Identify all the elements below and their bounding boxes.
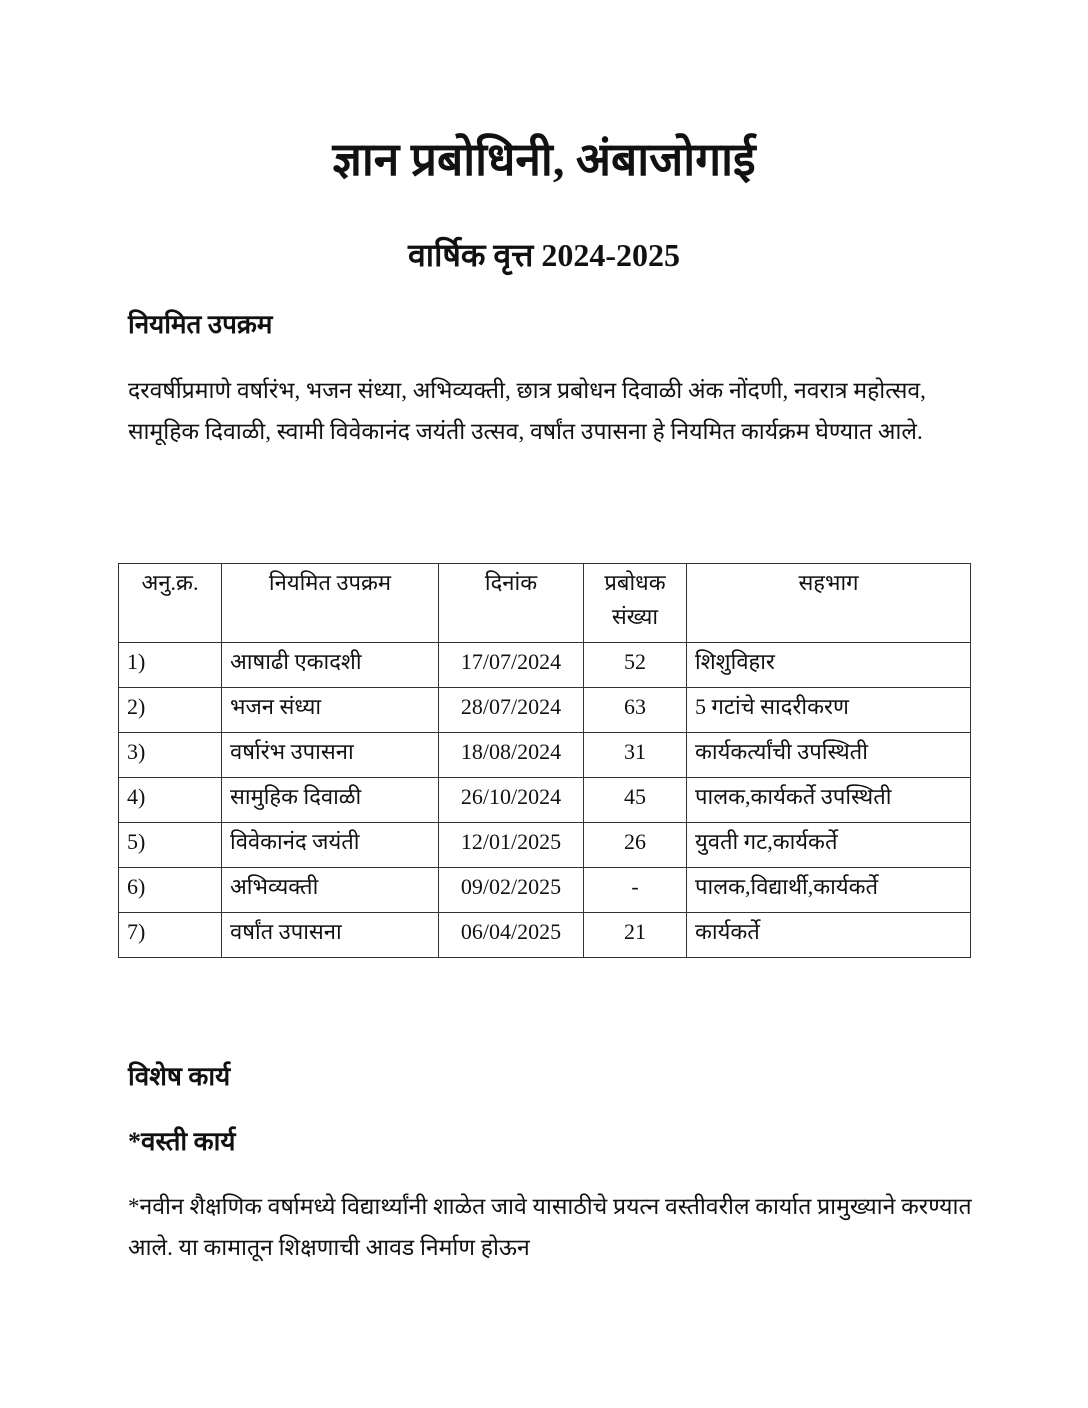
cell-activity: वर्षांत उपासना xyxy=(222,913,439,958)
cell-activity: अभिव्यक्ती xyxy=(222,868,439,913)
table-row xyxy=(119,913,971,958)
document-subtitle: वार्षिक वृत्त 2024-2025 xyxy=(407,237,680,273)
cell-serial: 1) xyxy=(119,643,222,688)
cell-participation: कार्यकर्ते xyxy=(687,913,971,958)
cell-count: 52 xyxy=(584,643,687,688)
cell-date: 18/08/2024 xyxy=(439,733,584,778)
cell-activity: आषाढी एकादशी xyxy=(222,643,439,688)
table-header-row xyxy=(119,564,971,643)
regular-activities-table xyxy=(118,563,971,958)
header-participation: सहभाग xyxy=(687,564,971,643)
cell-serial: 7) xyxy=(119,913,222,958)
cell-count: 45 xyxy=(584,778,687,823)
header-activity: नियमित उपक्रम xyxy=(222,564,439,643)
slum-work-subheading: *वस्ती कार्य xyxy=(128,1127,236,1156)
cell-participation: युवती गट,कार्यकर्ते xyxy=(687,823,971,868)
cell-serial: 5) xyxy=(119,823,222,868)
document-title: ज्ञान प्रबोधिनी, अंबाजोगाई xyxy=(332,134,756,185)
cell-date: 12/01/2025 xyxy=(439,823,584,868)
cell-activity: भजन संध्या xyxy=(222,688,439,733)
table-row xyxy=(119,868,971,913)
table-row xyxy=(119,733,971,778)
cell-count: 31 xyxy=(584,733,687,778)
cell-participation: शिशुविहार xyxy=(687,643,971,688)
cell-activity: वर्षारंभ उपासना xyxy=(222,733,439,778)
cell-count: - xyxy=(584,868,687,913)
table-row xyxy=(119,643,971,688)
cell-serial: 6) xyxy=(119,868,222,913)
cell-serial: 3) xyxy=(119,733,222,778)
cell-date: 17/07/2024 xyxy=(439,643,584,688)
cell-participation: 5 गटांचे सादरीकरण xyxy=(687,688,971,733)
slum-work-paragraph: *नवीन शैक्षणिक वर्षामध्ये विद्यार्थ्यांनी शाळेत जावे यासाठीचे प्रयत्न वस्तीवरील कार्यात प्रामुख्याने करण्यात आले. या कामातून शिक्षणाची आवड निर्माण होऊन xyxy=(128,1194,972,1260)
header-serial: अनु.क्र. xyxy=(119,564,222,643)
cell-count: 26 xyxy=(584,823,687,868)
cell-activity: सामुहिक दिवाळी xyxy=(222,778,439,823)
cell-count: 21 xyxy=(584,913,687,958)
cell-date: 26/10/2024 xyxy=(439,778,584,823)
header-count: प्रबोधक संख्या xyxy=(584,564,687,643)
table-row xyxy=(119,778,971,823)
cell-date: 28/07/2024 xyxy=(439,688,584,733)
cell-participation: कार्यकर्त्यांची उपस्थिती xyxy=(687,733,971,778)
table-row xyxy=(119,823,971,868)
cell-serial: 2) xyxy=(119,688,222,733)
header-date: दिनांक xyxy=(439,564,584,643)
special-work-heading: विशेष कार्य xyxy=(128,1062,231,1091)
cell-date: 09/02/2025 xyxy=(439,868,584,913)
regular-activities-paragraph: दरवर्षीप्रमाणे वर्षारंभ, भजन संध्या, अभिव्यक्ती, छात्र प्रबोधन दिवाळी अंक नोंदणी, नवरात्र महोत्सव, सामूहिक दिवाळी, स्वामी विवेकानंद जयंती उत्सव, वर्षांत उपासना हे नियमित कार्यक्रम घेण्यात आले. xyxy=(128,378,926,444)
regular-activities-heading: नियमित उपक्रम xyxy=(128,310,273,339)
cell-participation: पालक,विद्यार्थी,कार्यकर्ते xyxy=(687,868,971,913)
cell-participation: पालक,कार्यकर्ते उपस्थिती xyxy=(687,778,971,823)
cell-count: 63 xyxy=(584,688,687,733)
cell-activity: विवेकानंद जयंती xyxy=(222,823,439,868)
cell-serial: 4) xyxy=(119,778,222,823)
cell-date: 06/04/2025 xyxy=(439,913,584,958)
table-row xyxy=(119,688,971,733)
